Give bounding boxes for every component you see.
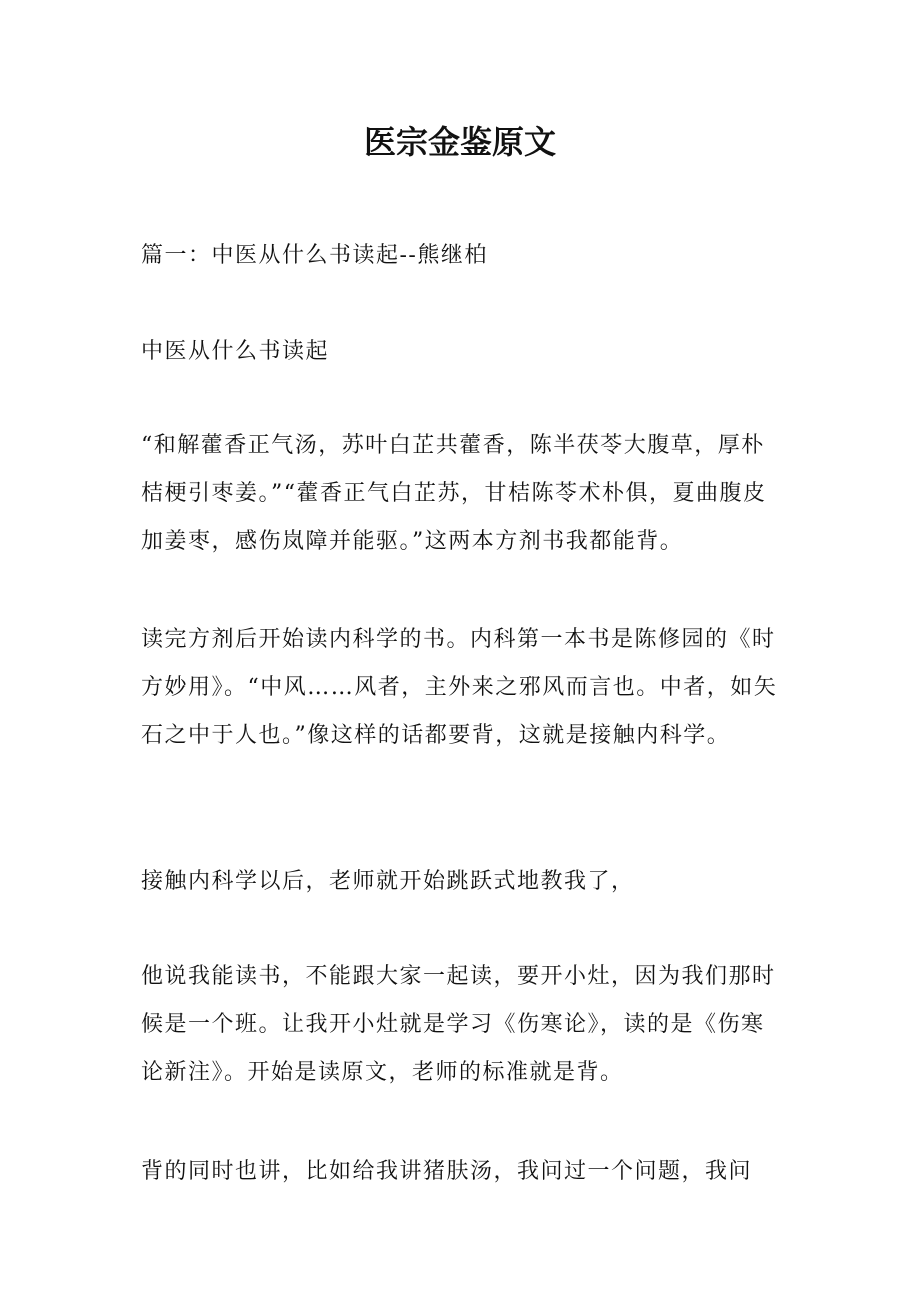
paragraph-internal-medicine: 读完方剂后开始读内科学的书。内科第一本书是陈修园的《时方妙用》。“中风……风者，主外来之邪风而言也。中者，如矢石之中于人也。”像这样的话都要背，这就是接触内科学。 [141, 627, 778, 748]
paragraph-question: 背的同时也讲，比如给我讲猪肤汤，我问过一个问题，我问 [141, 1159, 753, 1184]
paragraph-subheading: 中医从什么书读起 [141, 339, 330, 364]
paragraph-shanghan-study: 他说我能读书，不能跟大家一起读，要开小灶，因为我们那时候是一个班。让我开小灶就是学习《伤寒论》，读的是《伤寒论新注》。开始是读原文，老师的标准就是背。 [141, 964, 776, 1085]
paragraph-formula-verses: “和解藿香正气汤，苏叶白芷共藿香，陈半茯苓大腹草，厚朴桔梗引枣姜。”“藿香正气白芷苏，甘桔陈苓术朴俱，夏曲腹皮加姜枣，感伤岚障并能驱。”这两本方剂书我都能背。 [141, 433, 767, 554]
paragraph-section-heading: 篇一：中医从什么书读起--熊继柏 [141, 243, 488, 268]
document-title: 医宗金鉴原文 [363, 123, 556, 161]
paragraph-teacher-method: 接触内科学以后，老师就开始跳跃式地教我了， [141, 869, 635, 894]
